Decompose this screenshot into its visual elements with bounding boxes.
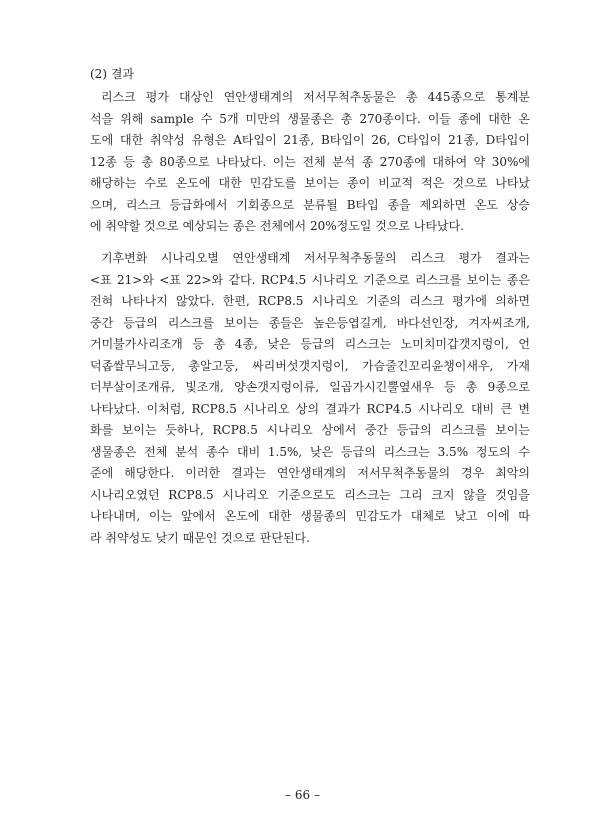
- paragraph-line: 12종 등 총 80종으로 나타났다. 이는 전체 분석 종 270종에 대하여 약 30%에: [90, 154, 530, 169]
- paragraph-line: 석을 위해 sample 수 5개 미만의 생물종은 총 270종이다. 이들 종에 대한 온: [90, 111, 530, 126]
- paragraph-line: 생물종은 전체 분석 종수 대비 1.5%, 낮은 등급의 리스크는 3.5% 정도의 수: [90, 444, 530, 459]
- paragraph-line: 나타내며, 이는 앞에서 온도에 대한 생물종의 민감도가 대체로 낮고 이에 따: [90, 509, 530, 523]
- paragraph-line: 전혀 나타나지 않았다. 한편, RCP8.5 시나리오 기준의 리스크 평가에 의하면: [90, 294, 530, 308]
- paragraph-line: 화를 보이는 듯하나, RCP8.5 시나리오 상에서 중간 등급의 리스크를 보이는: [90, 423, 530, 437]
- paragraph-line: <표 21>와 <표 22>와 같다. RCP4.5 시나리오 기준으로 리스크를 보이는 종은: [90, 272, 530, 287]
- paragraph-line: 시나리오였던 RCP8.5 시나리오 기준으로도 리스크는 그리 크지 않을 것임을: [90, 487, 530, 502]
- page-number: – 66 –: [285, 788, 320, 802]
- paragraph-results-summary: [90, 87, 530, 238]
- paragraph-line: 해당하는 수로 온도에 대한 민감도를 보이는 종이 비교적 적은 것으로 나타났: [90, 176, 530, 190]
- paragraph-line: 기후변화 시나리오별 연안생태계 저서무척추동물의 리스크 평가 결과는: [101, 251, 530, 265]
- paragraph-line: 준에 해당한다. 이러한 결과는 연안생태계의 저서무척추동물의 경우 최악의: [90, 466, 530, 480]
- paragraph-line: 덕좁쌀무늬고둥, 총알고둥, 싸리버섯갯지렁이, 가슴줄긴꼬리윤챙이새우, 가재: [90, 358, 530, 373]
- paragraph-line: 거미불가사리조개 등 총 4종, 낮은 등급의 리스크는 노미치미갑갯지렁이, 언: [90, 337, 530, 351]
- paragraph-line: 중간 등급의 리스크를 보이는 종들은 높은등엽길게, 바다선인장, 겨자씨조개,: [90, 315, 530, 330]
- paragraph-line: 나타났다. 이처럼, RCP8.5 시나리오 상의 결과가 RCP4.5 시나리오 대비 큰 변: [90, 401, 530, 416]
- paragraph-line: 도에 대한 취약성 유형은 A타입이 21종, B타입이 26, C타입이 21종, D타입이: [90, 133, 530, 147]
- paragraph-line: 에 취약할 것으로 예상되는 종은 전체에서 20%정도일 것으로 나타났다.: [90, 219, 464, 233]
- section-heading: (2) 결과: [90, 67, 134, 81]
- paragraph-line: 리스크 평가 대상인 연안생태계의 저서무척추동물은 총 445종으로 통계분: [101, 90, 530, 104]
- paragraph-line: 으며, 리스크 등급화에서 기회종으로 분류될 B타입 종을 제외하면 온도 상승: [90, 197, 530, 212]
- paragraph-line: 더부살이조개류, 빛조개, 양손갯지렁이류, 일곱가시긴뿔옆새우 등 총 9종으로: [90, 380, 530, 394]
- paragraph-scenario-results: [90, 248, 530, 549]
- paragraph-line: 라 취약성도 낮기 때문인 것으로 판단된다.: [90, 530, 310, 545]
